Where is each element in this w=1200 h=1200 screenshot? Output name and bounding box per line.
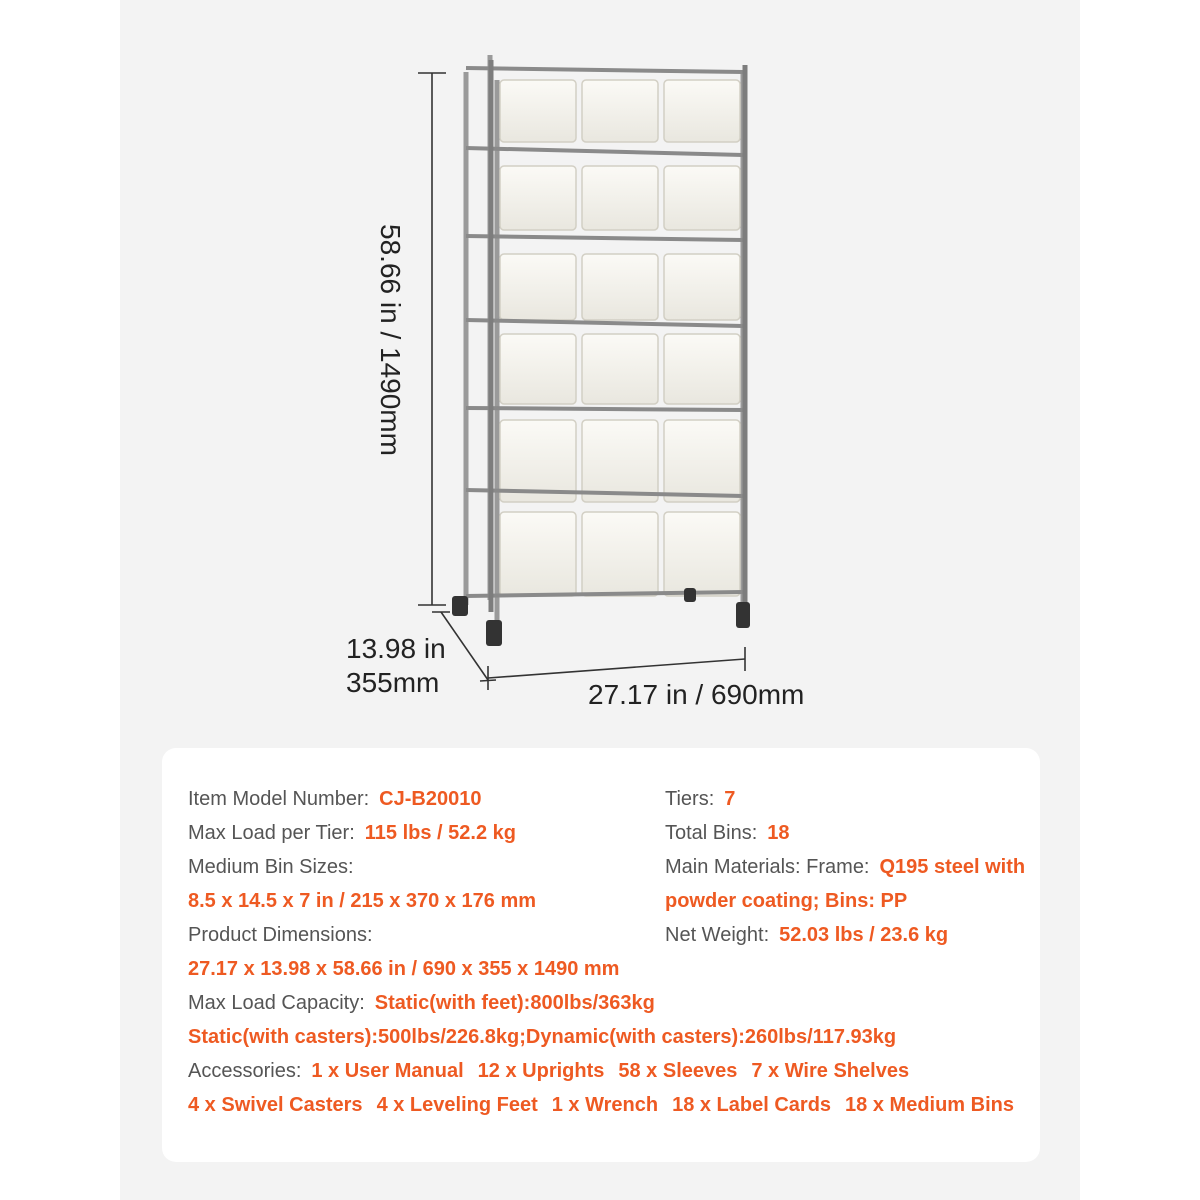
accessories-row-1 [188, 1058, 923, 1084]
product-dims-label-row [188, 922, 373, 948]
spec-card [162, 748, 1040, 1162]
accessory-item: 7 x Wire Shelves [751, 1060, 910, 1082]
model-value: CJ-B20010 [379, 788, 482, 810]
accessory-item: 18 x Label Cards [672, 1094, 832, 1116]
max-load-tier-row [188, 820, 516, 846]
max-capacity-row [188, 990, 655, 1016]
total-bins-label: Total Bins: [665, 822, 758, 844]
tiers-label: Tiers: [665, 788, 715, 810]
width-dimension-label: 27.17 in / 690mm [588, 679, 805, 710]
materials-label: Main Materials: Frame: [665, 856, 870, 878]
bin-sizes-label-row [188, 854, 354, 880]
total-bins-row [665, 820, 790, 846]
materials-row-2 [665, 888, 907, 914]
model-label: Item Model Number: [188, 788, 370, 810]
height-dimension-line [418, 73, 446, 605]
net-weight-row [665, 922, 948, 948]
product-dims-label: Product Dimensions: [188, 924, 373, 946]
materials-row [665, 854, 1025, 880]
total-bins-value: 18 [767, 822, 790, 844]
materials-value-2: powder coating; Bins: PP [665, 890, 908, 912]
product-dims-value-row [188, 956, 619, 982]
accessory-item: 58 x Sleeves [618, 1060, 738, 1082]
accessory-item: 18 x Medium Bins [845, 1094, 1014, 1116]
accessory-item: 4 x Leveling Feet [376, 1094, 538, 1116]
net-weight-label: Net Weight: [665, 924, 770, 946]
bin-sizes-value: 8.5 x 14.5 x 7 in / 215 x 370 x 176 mm [188, 890, 537, 912]
max-capacity-value-1: Static(with feet):800lbs/363kg [374, 992, 655, 1014]
net-weight-value: 52.03 lbs / 23.6 kg [779, 924, 949, 946]
max-capacity-label: Max Load Capacity: [188, 992, 365, 1014]
tiers-value: 7 [724, 788, 736, 810]
accessories-label: Accessories: [188, 1060, 302, 1082]
tiers-row [665, 786, 735, 812]
depth-in: 13.98 in [346, 633, 446, 664]
bin-sizes-label: Medium Bin Sizes: [188, 856, 354, 878]
storage-bins [500, 80, 740, 596]
accessories-row-2 [188, 1092, 1028, 1118]
accessory-item: 12 x Uprights [477, 1060, 605, 1082]
bin-sizes-value-row [188, 888, 536, 914]
accessory-item: 4 x Swivel Casters [188, 1094, 363, 1116]
max-load-tier-value: 115 lbs / 52.2 kg [364, 822, 516, 844]
depth-mm: 355mm [346, 667, 440, 698]
accessory-item: 1 x Wrench [551, 1094, 659, 1116]
accessory-item: 1 x User Manual [311, 1060, 464, 1082]
height-dimension-label: 58.66 in / 1490mm [375, 224, 406, 456]
max-capacity-value-2: Static(with casters):500lbs/226.8kg;Dynamic(with casters):260lbs/117.93kg [188, 1026, 897, 1048]
max-capacity-row-2 [188, 1024, 896, 1050]
model-row [188, 786, 481, 812]
max-load-tier-label: Max Load per Tier: [188, 822, 355, 844]
materials-value-1: Q195 steel with [879, 856, 1026, 878]
product-dims-value: 27.17 x 13.98 x 58.66 in / 690 x 355 x 1490 mm [188, 958, 620, 980]
depth-dimension-label [346, 632, 446, 700]
